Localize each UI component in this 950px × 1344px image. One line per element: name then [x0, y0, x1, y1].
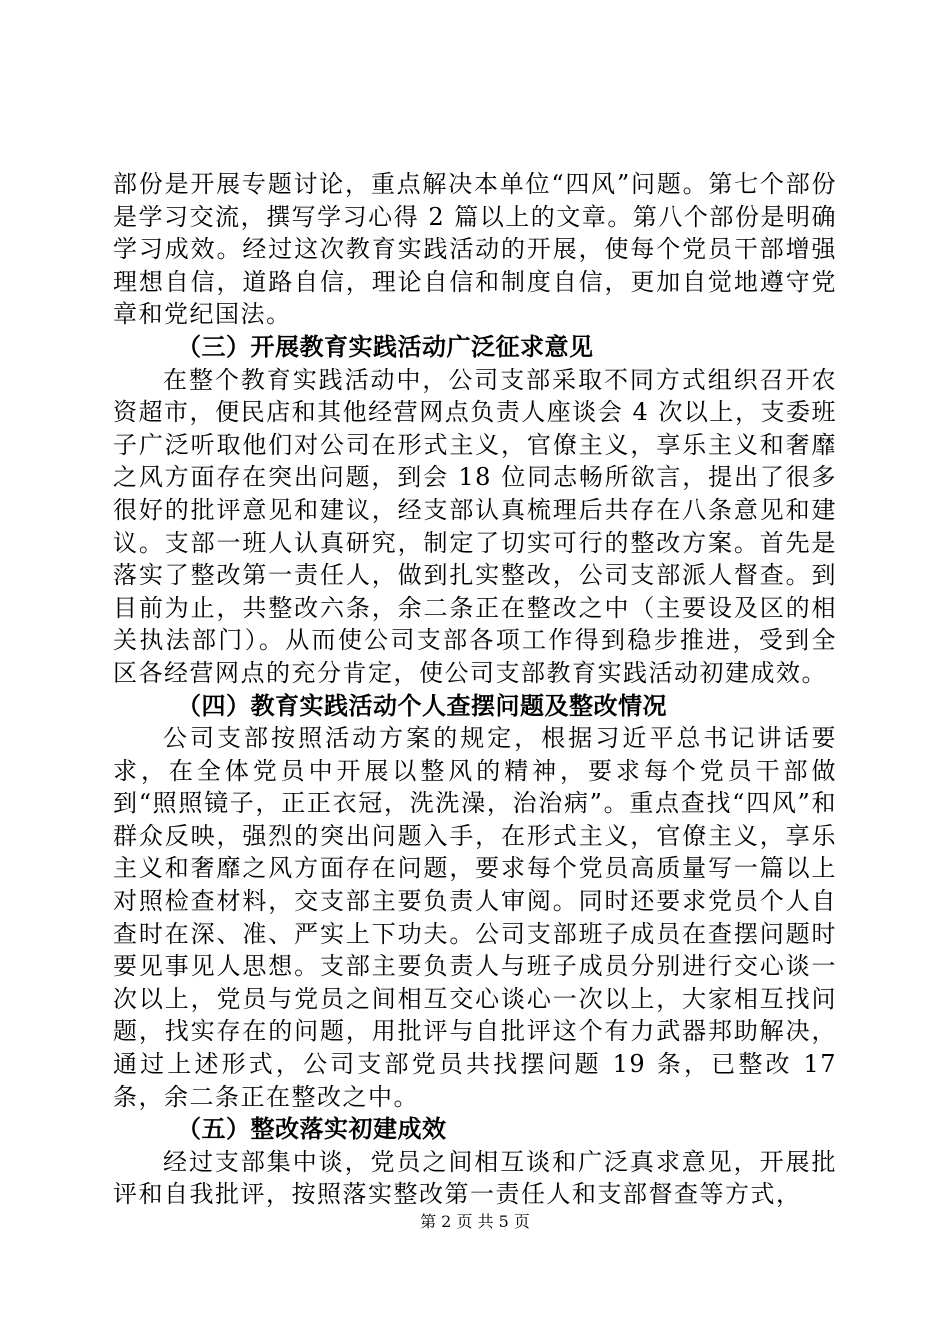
- section-heading-5: （五）整改落实初建成效: [177, 1115, 447, 1144]
- paragraph-continued: 部份是开展专题讨论，重点解决本单位“四风”问题。第七个部份是学习交流，撰写学习心得 2 篇以上的文章。第八个部份是明确学习成效。经过这次教育实践活动的开展，使每个党员干部增强理想自信，道路自信，理论自信和制度自信，更加自觉地遵守党章和党纪国法。: [113, 170, 837, 329]
- paragraph-section-4: 公司支部按照活动方案的规定，根据习近平总书记讲话要求，在全体党员中开展以整风的精神，要求每个党员干部做到“照照镜子，正正衣冠，洗洗澡，治治病”。重点查找“四风”和群众反映，强烈的突出问题入手，在形式主义，官僚主义，享乐主义和奢靡之风方面存在问题，要求每个党员高质量写一篇以上对照检查材料，交支部主要负责人审阅。同时还要求党员个人自查时在深、准、严实上下功夫。公司支部班子成员在查摆问题时要见事见人思想。支部主要负责人与班子成员分别进行交心谈一次以上，党员与党员之间相互交心谈心一次以上，大家相互找问题，找实存在的问题，用批评与自批评这个有力武器邦助解决，通过上述形式，公司支部党员共找摆问题 19 条，已整改 17 条，余二条正在整改之中。: [113, 724, 837, 1111]
- section-heading-3: （三）开展教育实践活动广泛征求意见: [177, 332, 594, 361]
- paragraph-section-5: 经过支部集中谈，党员之间相互谈和广泛真求意见，开展批评和自我批评，按照落实整改第一责任人和支部督查等方式，: [113, 1147, 837, 1209]
- page-number-footer: 第 2 页 共 5 页: [420, 1212, 530, 1231]
- document-body: [113, 168, 837, 1211]
- section-heading-4: （四）教育实践活动个人查摆问题及整改情况: [177, 691, 667, 720]
- paragraph-section-3: 在整个教育实践活动中，公司支部采取不同方式组织召开农资超市，便民店和其他经营网点负责人座谈会 4 次以上，支委班子广泛听取他们对公司在形式主义，官僚主义，享乐主义和奢靡之风方面存在突出问题，到会 18 位同志畅所欲言，提出了很多很好的批评意见和建议，经支部认真梳理后共存在八条意见和建议。支部一班人认真研究，制定了切实可行的整改方案。首先是落实了整改第一责任人，做到扎实整改，公司支部派人督查。到目前为止，共整改六条，余二条正在整改之中（主要设及区的相关执法部门）。从而使公司支部各项工作得到稳步推进，受到全区各经营网点的充分肯定，使公司支部教育实践活动初建成效。: [113, 365, 837, 687]
